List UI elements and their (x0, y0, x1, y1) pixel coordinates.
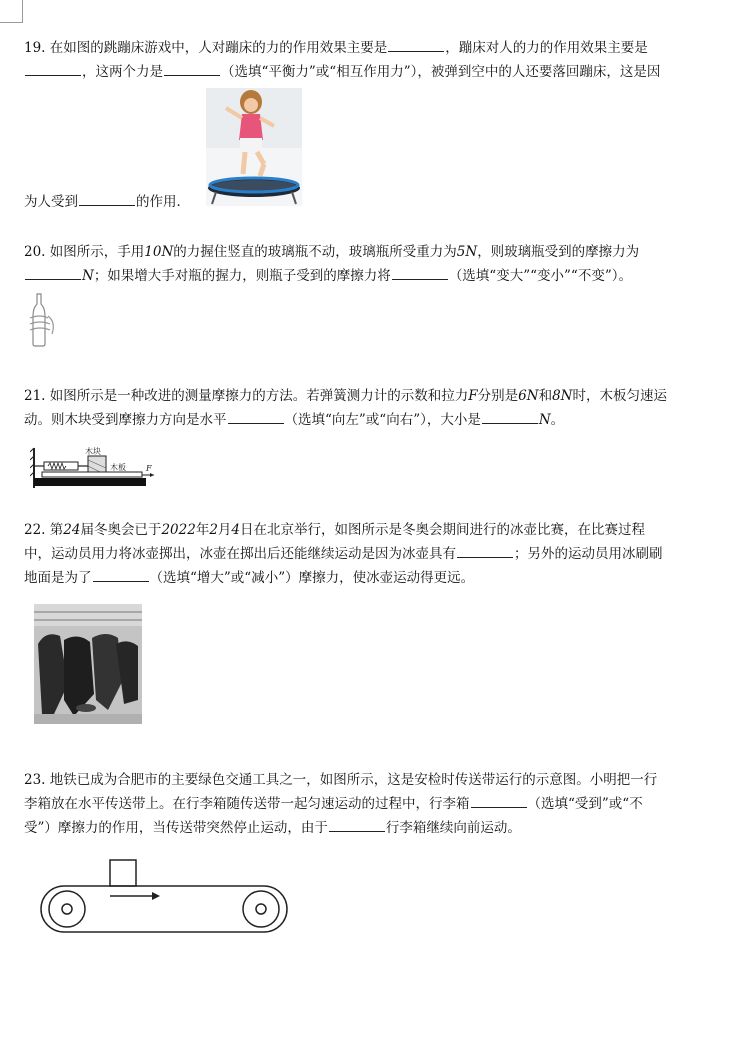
board-label: 木板 (110, 463, 126, 472)
q20-text-1: 如图所示，手用 (49, 244, 145, 260)
q23-line-2 (24, 792, 736, 816)
q23-text-5: 行李箱继续向前运动。 (385, 820, 521, 836)
q21-text-5: 动。则木块受到摩擦力方向是水平 (24, 412, 227, 428)
q19-line-3 (24, 190, 736, 214)
q23-blank-2[interactable] (329, 816, 385, 832)
q22-text-5: 日在北京举行，如图所示是冬奥会期间进行的冰壶比赛，在比赛过程 (240, 522, 646, 538)
force-label: F (146, 464, 152, 473)
question-22 (24, 518, 736, 590)
q22-line-3 (24, 566, 736, 590)
q23-text-1: 地铁已成为合肥市的主要绿色交通工具之一，如图所示，这是安检时传送带运行的示意图。小明把一行 (49, 772, 658, 788)
q20-line-1 (24, 240, 736, 264)
curling-photo-figure (34, 604, 142, 724)
q20-text-3: ，则玻璃瓶受到的摩擦力为 (477, 244, 640, 260)
trampoline-figure (206, 88, 302, 206)
block-label: 木块 (85, 447, 101, 456)
q20-gravity-value: 5N (456, 244, 478, 260)
q23-line-3 (24, 816, 736, 840)
q21-text-6: （选填“向左”或“向右”），大小是 (284, 412, 481, 428)
q19-number: 19. (24, 40, 46, 56)
conveyor-belt-figure (40, 856, 292, 936)
q19-text-1: 在如图的跳蹦床游戏中，人对蹦床的力的作用效果主要是 (49, 40, 388, 56)
q22-line-1 (24, 518, 736, 542)
q20-blank-1[interactable] (25, 264, 81, 280)
q21-text-2: 分别是 (477, 388, 519, 404)
q22-text-2: 届冬奥会已于 (80, 522, 162, 538)
question-21 (24, 384, 736, 432)
q22-text-6: 中，运动员用力将冰壶掷出，冰壶在掷出后还能继续运动是因为冰壶具有 (24, 546, 456, 562)
q22-edition: 24 (63, 522, 81, 538)
q23-blank-1[interactable] (471, 792, 527, 808)
q19-text-5: 为人受到 (24, 194, 78, 210)
q22-day: 4 (231, 522, 241, 538)
q19-text-4: （选填“平衡力”或“相互作用力”），被弹到空中的人还要落回蹦床，这是因 (221, 64, 661, 80)
q23-text-3: （选填“受到”或“不 (527, 796, 643, 812)
q23-text-4: 受”）摩擦力的作用，当传送带突然停止运动，由于 (24, 820, 328, 836)
q22-text-1: 第 (49, 522, 64, 538)
q21-text-7: 。 (550, 412, 565, 428)
q19-text-2: ，蹦床对人的力的作用效果主要是 (445, 40, 648, 56)
q22-month: 2 (209, 522, 218, 538)
q20-number: 20. (24, 244, 46, 260)
q20-blank-2[interactable] (392, 264, 448, 280)
q21-force-symbol: F (468, 388, 478, 404)
q19-text-3: ，这两个力是 (82, 64, 163, 80)
q23-number: 23. (24, 772, 46, 788)
q22-text-9: （选填“增大”或“减小”）摩擦力，使冰壶运动得更远。 (149, 570, 475, 586)
q19-line-2 (24, 60, 736, 84)
q19-blank-1[interactable] (388, 36, 444, 52)
q21-line-2 (24, 408, 736, 432)
q20-text-2: 的力握住竖直的玻璃瓶不动，玻璃瓶所受重力为 (173, 244, 457, 260)
q22-line-2 (24, 542, 736, 566)
q19-blank-2[interactable] (25, 60, 81, 76)
q20-text-5: （选填“变大”“变小”“不变”）。 (448, 268, 632, 284)
q22-text-3: 年 (195, 522, 210, 538)
q22-text-8: 地面是为了 (24, 570, 92, 586)
q22-blank-2[interactable] (93, 566, 149, 582)
bottle-in-hand-figure (26, 292, 60, 348)
q19-text-6: 的作用． (136, 194, 190, 210)
q22-text-4: 月 (217, 522, 232, 538)
q19-blank-4[interactable] (79, 190, 135, 206)
q20-unit: N (82, 268, 94, 284)
q22-year: 2022 (161, 522, 196, 538)
question-19 (24, 36, 736, 84)
q19-blank-3[interactable] (164, 60, 220, 76)
q22-blank-1[interactable] (457, 542, 513, 558)
q20-text-4: ；如果增大手对瓶的握力，则瓶子受到的摩擦力将 (93, 268, 391, 284)
question-23 (24, 768, 736, 840)
q21-number: 21. (24, 388, 46, 404)
q21-blank-1[interactable] (228, 408, 284, 424)
q21-blank-2[interactable] (482, 408, 538, 424)
q20-line-2 (24, 264, 736, 288)
q21-spring-value: 6N (518, 388, 539, 404)
q22-number: 22. (24, 522, 46, 538)
q21-text-3: 和 (538, 388, 553, 404)
q23-text-2: 李箱放在水平传送带上。在行李箱随传送带一起匀速运动的过程中，行李箱 (24, 796, 470, 812)
q23-line-1 (24, 768, 736, 792)
friction-measurement-figure (30, 440, 160, 494)
q21-unit: N (538, 412, 551, 428)
page-corner-mark (0, 0, 23, 23)
q21-pull-value: 8N (552, 388, 573, 404)
q19-line-1 (24, 36, 736, 60)
q21-text-1: 如图所示是一种改进的测量摩擦力的方法。若弹簧测力计的示数和拉力 (49, 388, 469, 404)
q20-force-value: 10N (144, 244, 174, 260)
q22-text-7: ；另外的运动员用冰刷刷 (514, 546, 663, 562)
luggage-box (110, 860, 136, 886)
q21-line-1 (24, 384, 736, 408)
q21-text-4: 时，木板匀速运 (572, 388, 667, 404)
question-20 (24, 240, 736, 288)
